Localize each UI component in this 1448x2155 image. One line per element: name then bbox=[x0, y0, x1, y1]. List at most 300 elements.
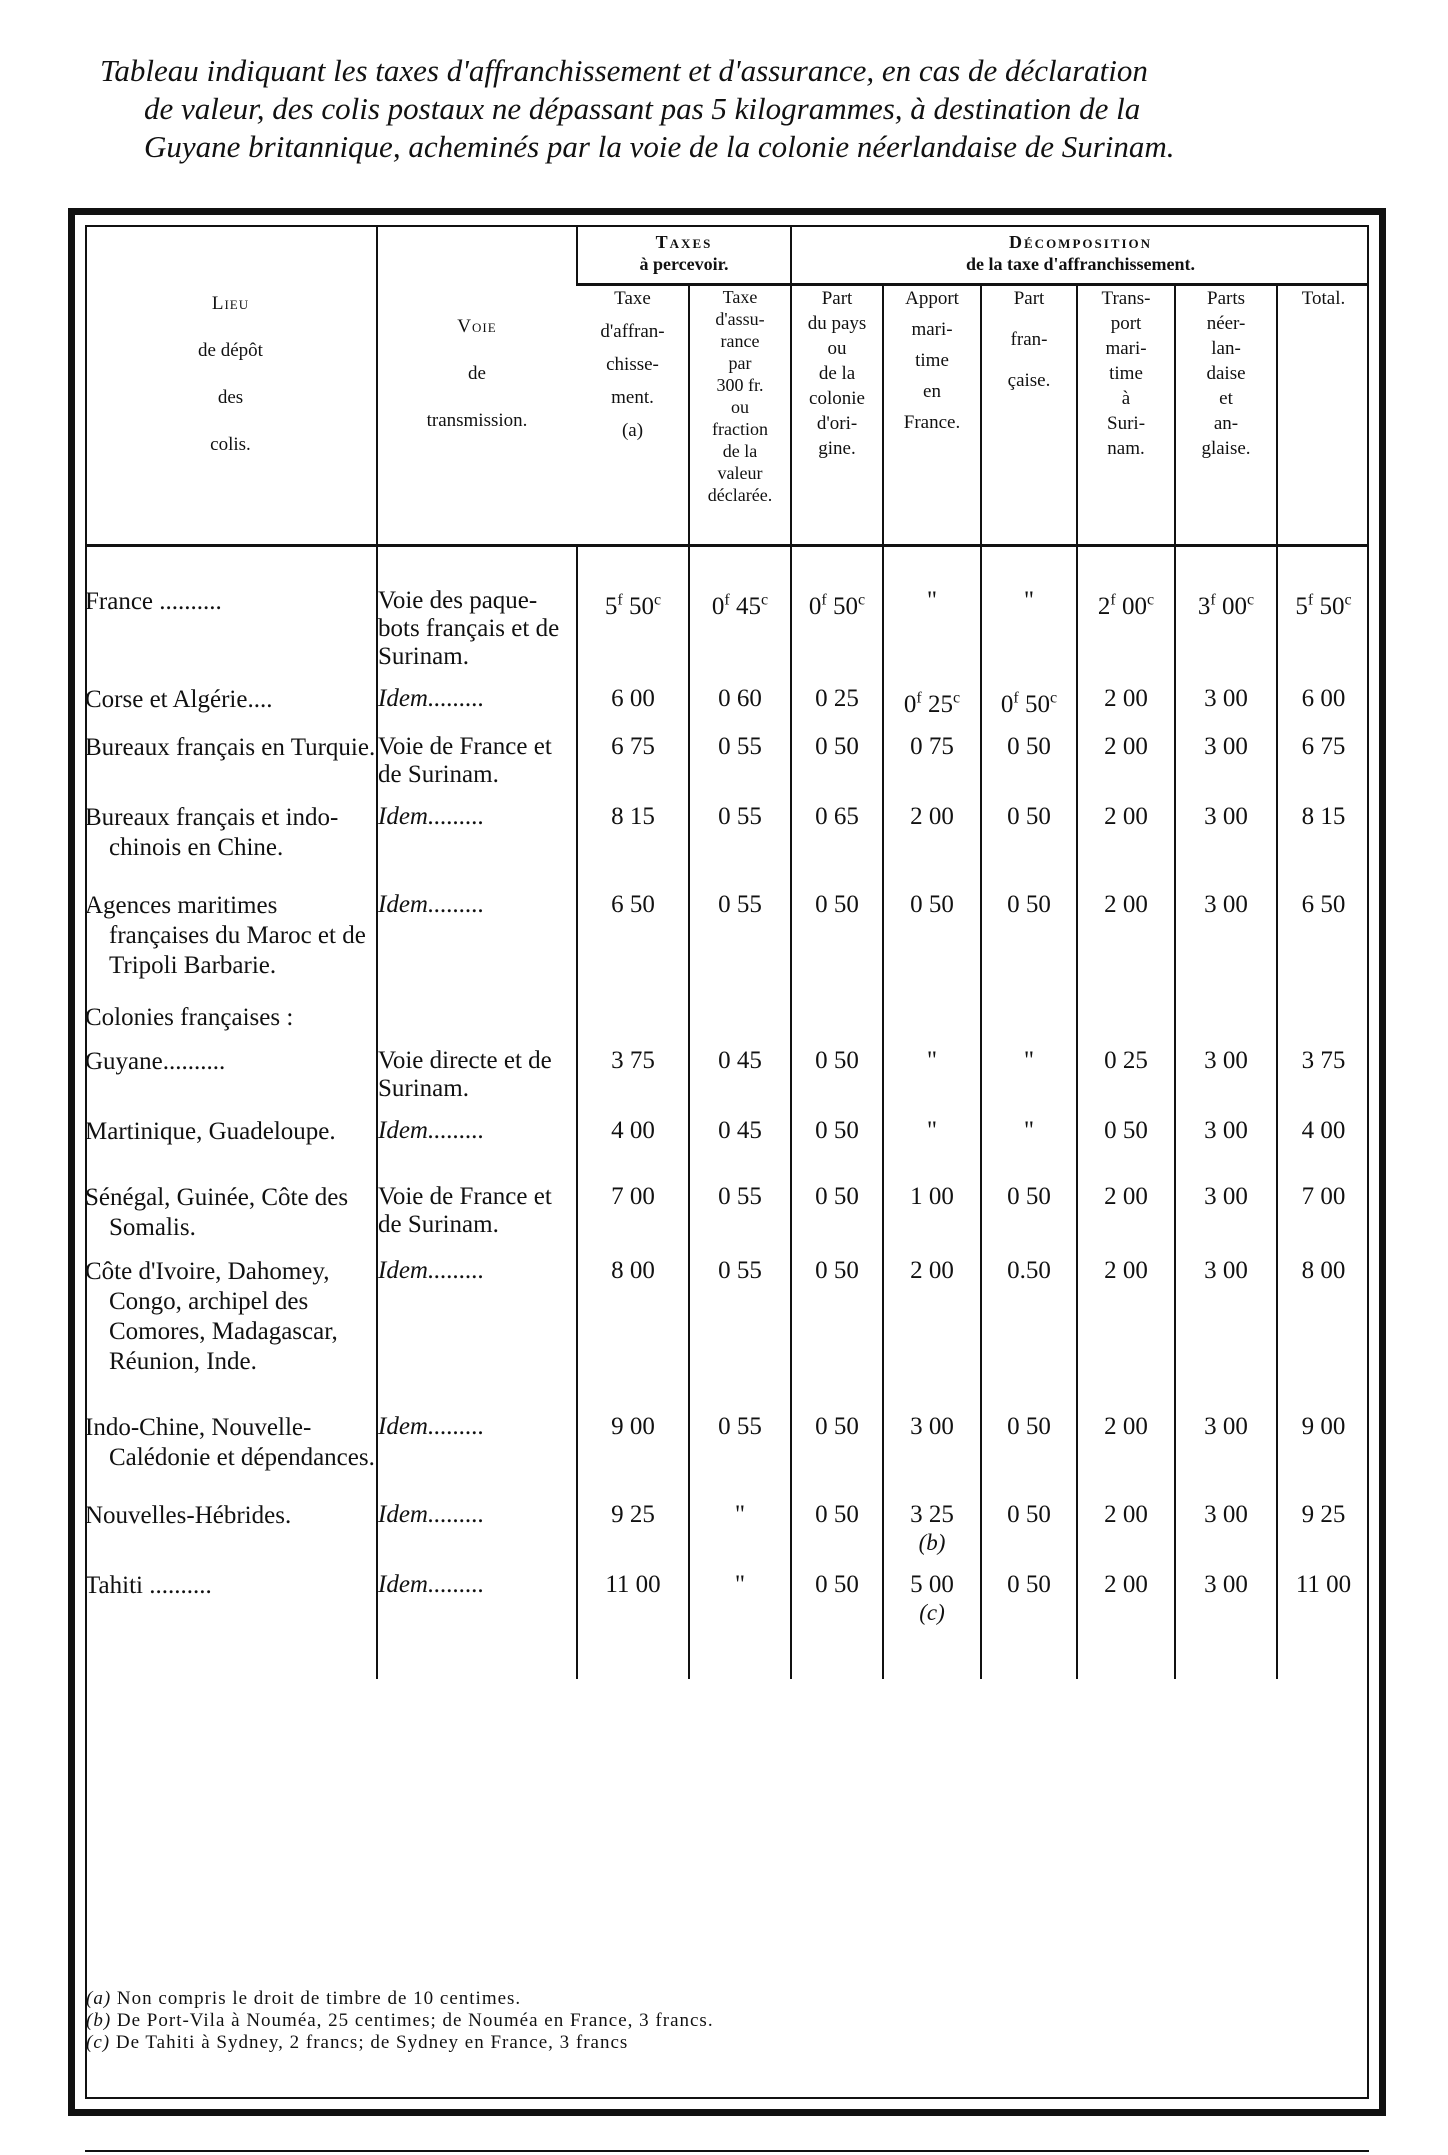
cell-apport bbox=[883, 1103, 981, 1169]
cell-ass bbox=[689, 1243, 791, 1399]
cell-apport bbox=[883, 989, 981, 1033]
cell-total bbox=[1277, 789, 1369, 877]
cell-pays bbox=[791, 789, 883, 877]
cell-fr bbox=[981, 789, 1077, 877]
cell-aff bbox=[577, 1033, 689, 1103]
value-trans: 2 00 bbox=[1104, 1413, 1148, 1441]
cell-lieu bbox=[85, 1557, 377, 1649]
cell-ass bbox=[689, 546, 791, 672]
value-aff: 8 15 bbox=[611, 803, 655, 831]
filler-cell bbox=[689, 1649, 791, 1679]
cell-trans bbox=[1077, 1033, 1175, 1103]
value-fr: " bbox=[1023, 587, 1035, 614]
header-parts_na-line: Parts bbox=[1207, 288, 1246, 309]
footnote-item bbox=[86, 1988, 714, 2010]
header-voie bbox=[377, 225, 577, 546]
header-taxe_aff-line: Taxe bbox=[614, 288, 651, 309]
cell-pays bbox=[791, 1033, 883, 1103]
cell-lieu bbox=[85, 1399, 377, 1487]
cell-pays bbox=[791, 719, 883, 789]
header-part_pays-line: ou bbox=[827, 338, 847, 359]
value-trans: 2 00 bbox=[1104, 1571, 1148, 1599]
value-total: 8 15 bbox=[1301, 803, 1346, 831]
value-trans: 2$^f$ 00$^c$ bbox=[1097, 592, 1155, 621]
header-apport-line: en bbox=[923, 381, 941, 402]
lieu-text: Indo-Chine, Nouvelle-Calédonie et dépendances. bbox=[85, 1414, 375, 1472]
title-line-3: Guyane britannique, acheminés par la voie de la colonie néerlandaise de Surinam. bbox=[144, 129, 1175, 164]
cell-fr bbox=[981, 877, 1077, 989]
value-pays: 0 50 bbox=[815, 1257, 859, 1285]
lieu-text: Nouvelles-Hébrides. bbox=[85, 1502, 292, 1530]
cell-fr bbox=[981, 1169, 1077, 1243]
cell-voie: Voie directe et de Surinam. bbox=[377, 1033, 577, 1103]
header-taxe_ass-line: fraction bbox=[712, 419, 768, 439]
filler-cell bbox=[1077, 1649, 1175, 1679]
value-fr: 0.50 bbox=[1007, 1257, 1051, 1285]
header-apport-line: France. bbox=[903, 412, 961, 433]
header-lieu-line: Lieu bbox=[211, 292, 250, 314]
value-fr: 0 50 bbox=[1007, 1571, 1051, 1599]
header-parts_na-line: et bbox=[1219, 388, 1233, 409]
value-pays: 0 50 bbox=[815, 1501, 859, 1529]
footnote-text: Non compris le droit de timbre de 10 centimes. bbox=[111, 1988, 522, 2009]
table-row bbox=[85, 789, 1369, 877]
filler-cell bbox=[981, 1649, 1077, 1679]
cell-lieu bbox=[85, 1103, 377, 1169]
value-total: 5$^f$ 50$^c$ bbox=[1295, 592, 1352, 621]
value-total: 9 25 bbox=[1301, 1501, 1346, 1529]
header-voie-line: transmission. bbox=[426, 410, 528, 431]
value-na: 3 00 bbox=[1204, 1117, 1248, 1145]
cell-pays bbox=[791, 1557, 883, 1649]
value-ass: 0 55 bbox=[718, 1413, 762, 1441]
cell-total bbox=[1277, 719, 1369, 789]
cell-apport bbox=[883, 1399, 981, 1487]
header-taxe_aff-line: ment. bbox=[611, 387, 654, 408]
value-ass: 0 45 bbox=[718, 1047, 762, 1075]
value-aff: 9 00 bbox=[611, 1413, 655, 1441]
filler-cell bbox=[1277, 1649, 1369, 1679]
cell-apport bbox=[883, 1243, 981, 1399]
lieu-text: Sénégal, Guinée, Côte des Somalis. bbox=[85, 1184, 349, 1242]
lieu-text: Bureaux français et indo-chinois en Chine. bbox=[85, 804, 339, 862]
cell-trans bbox=[1077, 1399, 1175, 1487]
header-taxe_ass-line: ou bbox=[731, 397, 749, 417]
value-total: 6 00 bbox=[1301, 685, 1346, 712]
cell-voie: Voie de France et de Surinam. bbox=[377, 719, 577, 789]
lieu-text: Guyane.......... bbox=[85, 1048, 226, 1076]
cell-na bbox=[1175, 877, 1277, 989]
cell-apport bbox=[883, 719, 981, 789]
cell-na bbox=[1175, 1487, 1277, 1557]
cell-apport bbox=[883, 877, 981, 989]
lieu-text: Côte d'Ivoire, Dahomey, Congo, archipel des Comores, Madagascar, Réunion, Inde. bbox=[85, 1258, 338, 1376]
header-taxe_ass-line: Taxe bbox=[722, 287, 758, 307]
table-row bbox=[85, 1103, 1369, 1169]
cell-na bbox=[1175, 1557, 1277, 1649]
table-row bbox=[85, 1399, 1369, 1487]
value-fr: 0 50 bbox=[1007, 1501, 1051, 1529]
header-part_pays-line: du pays bbox=[807, 313, 867, 334]
value-na: 3 00 bbox=[1204, 1047, 1248, 1075]
value-pays: 0 50 bbox=[815, 891, 859, 919]
header-taxe_ass-line: 300 fr. bbox=[716, 375, 764, 395]
lieu-text: France .......... bbox=[85, 588, 222, 615]
header-taxe_ass-line: d'assu- bbox=[715, 309, 765, 329]
cell-na bbox=[1175, 671, 1277, 719]
footnote-item bbox=[86, 2010, 714, 2032]
header-taxes_group-line: Taxes bbox=[655, 232, 713, 252]
cell-voie: Idem......... bbox=[377, 671, 577, 719]
cell-trans bbox=[1077, 789, 1175, 877]
cell-total bbox=[1277, 1557, 1369, 1649]
value-apport: 0 75 bbox=[910, 733, 954, 761]
value-fr: " bbox=[1023, 1047, 1035, 1075]
cell-aff bbox=[577, 671, 689, 719]
value-ass: 0 55 bbox=[718, 733, 762, 761]
filler-cell bbox=[85, 1649, 377, 1679]
value-na: 3 00 bbox=[1204, 803, 1248, 831]
cell-trans bbox=[1077, 1557, 1175, 1649]
value-na: 3 00 bbox=[1204, 1413, 1248, 1441]
header-decomp_group-line: de la taxe d'affranchissement. bbox=[966, 254, 1196, 274]
cell-lieu bbox=[85, 877, 377, 989]
value-apport: " bbox=[926, 587, 938, 614]
cell-pays bbox=[791, 1487, 883, 1557]
value-total: 8 00 bbox=[1301, 1257, 1346, 1285]
table-title bbox=[100, 52, 1380, 166]
value-pays: 0 25 bbox=[815, 685, 859, 712]
cell-apport bbox=[883, 1169, 981, 1243]
lieu-text: Bureaux français en Turquie. bbox=[85, 734, 376, 762]
value-trans: 2 00 bbox=[1104, 1183, 1148, 1211]
table-row bbox=[85, 671, 1369, 719]
cell-voie: Idem......... bbox=[377, 1399, 577, 1487]
cell-aff bbox=[577, 1103, 689, 1169]
cell-aff bbox=[577, 989, 689, 1033]
cell-apport bbox=[883, 1557, 981, 1649]
header-lieu-line: de dépôt bbox=[198, 339, 263, 361]
value-na: 3 00 bbox=[1204, 891, 1248, 919]
cell-lieu bbox=[85, 671, 377, 719]
value-aff: 6 00 bbox=[611, 685, 655, 712]
value-total: 6 50 bbox=[1301, 891, 1346, 919]
header-transport-line: Suri- bbox=[1107, 413, 1146, 434]
value-na: 3 00 bbox=[1204, 1183, 1248, 1211]
cell-ass bbox=[689, 1557, 791, 1649]
cell-fr bbox=[981, 989, 1077, 1033]
header-taxe_ass-line: par bbox=[728, 353, 752, 373]
value-pays: 0$^f$ 50$^c$ bbox=[808, 592, 866, 621]
header-part_pays-line: gine. bbox=[818, 438, 856, 459]
value-total: 7 00 bbox=[1301, 1183, 1346, 1211]
value-total: 3 75 bbox=[1301, 1047, 1346, 1075]
value-na: 3 00 bbox=[1204, 733, 1248, 761]
value-apport: 0$^f$ 25$^c$ bbox=[903, 690, 961, 719]
cell-trans bbox=[1077, 671, 1175, 719]
table-row bbox=[85, 1557, 1369, 1649]
value-apport: 3 25 bbox=[910, 1501, 954, 1529]
value-ass: 0 45 bbox=[718, 1117, 762, 1145]
value-fr: 0 50 bbox=[1007, 1413, 1051, 1441]
header-taxe_ass-line: déclarée. bbox=[707, 485, 773, 505]
value-trans: 2 00 bbox=[1104, 685, 1148, 712]
table-row bbox=[85, 1033, 1369, 1103]
header-part_fr-line: Part bbox=[1013, 288, 1045, 309]
value-apport: 0 50 bbox=[910, 891, 954, 919]
cell-trans bbox=[1077, 877, 1175, 989]
value-ass: 0$^f$ 45$^c$ bbox=[711, 592, 769, 621]
header-transport-line: port bbox=[1110, 313, 1142, 334]
filler-row bbox=[85, 1649, 1369, 1679]
value-pays: 0 50 bbox=[815, 733, 859, 761]
filler-cell bbox=[1175, 1649, 1277, 1679]
cell-aff bbox=[577, 1169, 689, 1243]
value-pays: 0 65 bbox=[815, 803, 859, 831]
cell-voie: Voie de France et de Surinam. bbox=[377, 1169, 577, 1243]
header-taxe_aff-line: d'affran- bbox=[600, 321, 665, 342]
cell-lieu bbox=[85, 789, 377, 877]
cell-na bbox=[1175, 546, 1277, 672]
cell-fr bbox=[981, 1399, 1077, 1487]
header-taxes-group bbox=[577, 225, 791, 285]
value-fr: 0$^f$ 50$^c$ bbox=[1000, 690, 1058, 719]
cell-ass bbox=[689, 719, 791, 789]
cell-aff bbox=[577, 1243, 689, 1399]
value-apport: 2 00 bbox=[910, 803, 954, 831]
filler-cell bbox=[791, 1649, 883, 1679]
cell-na bbox=[1175, 1243, 1277, 1399]
value-ass: 0 55 bbox=[718, 891, 762, 919]
cell-pays bbox=[791, 1399, 883, 1487]
value-pays: 0 50 bbox=[815, 1571, 859, 1599]
cell-pays bbox=[791, 1103, 883, 1169]
header-parts-neerlandaise-anglaise bbox=[1175, 285, 1277, 546]
header-taxe_ass-line: rance bbox=[720, 331, 760, 351]
cell-trans bbox=[1077, 989, 1175, 1033]
value-aff: 11 00 bbox=[605, 1571, 661, 1599]
header-part_fr-line: çaise. bbox=[1007, 370, 1051, 391]
lieu-text: Martinique, Guadeloupe. bbox=[85, 1118, 336, 1146]
table-row bbox=[85, 1243, 1369, 1399]
cell-aff bbox=[577, 1399, 689, 1487]
header-voie-line: de bbox=[468, 363, 486, 384]
cell-na bbox=[1175, 789, 1277, 877]
cell-pays bbox=[791, 1169, 883, 1243]
cell-trans bbox=[1077, 1169, 1175, 1243]
filler-cell bbox=[883, 1649, 981, 1679]
cell-fr bbox=[981, 1243, 1077, 1399]
section-row bbox=[85, 989, 1369, 1033]
filler-cell bbox=[577, 1649, 689, 1679]
header-transport-line: nam. bbox=[1107, 438, 1145, 459]
cell-aff bbox=[577, 546, 689, 672]
footnote-divider bbox=[85, 2150, 1369, 2152]
value-ass: 0 55 bbox=[718, 1257, 762, 1285]
value-aff: 4 00 bbox=[611, 1117, 655, 1145]
table-frame bbox=[68, 208, 1386, 2116]
cell-trans bbox=[1077, 1103, 1175, 1169]
cell-voie: Idem......... bbox=[377, 877, 577, 989]
cell-na bbox=[1175, 1399, 1277, 1487]
header-transport-line: à bbox=[1121, 388, 1131, 409]
cell-na bbox=[1175, 1169, 1277, 1243]
cell-fr bbox=[981, 671, 1077, 719]
header-part_pays-line: de la bbox=[818, 363, 856, 384]
value-apport: 5 00 bbox=[910, 1571, 954, 1599]
value-ass: 0 55 bbox=[718, 1183, 762, 1211]
value-trans: 2 00 bbox=[1104, 891, 1148, 919]
header-lieu-line: des bbox=[217, 386, 244, 408]
cell-total bbox=[1277, 1243, 1369, 1399]
cell-pays bbox=[791, 877, 883, 989]
header-total-line: Total. bbox=[1301, 288, 1346, 309]
value-na: 3 00 bbox=[1204, 1257, 1248, 1285]
value-trans: 0 50 bbox=[1104, 1117, 1148, 1145]
title-line-1: Tableau indiquant les taxes d'affranchissement et d'assurance, en cas de déclaration bbox=[100, 53, 1148, 88]
cell-lieu bbox=[85, 719, 377, 789]
header-part-francaise bbox=[981, 285, 1077, 546]
cell-total bbox=[1277, 989, 1369, 1033]
value-trans: 0 25 bbox=[1104, 1047, 1148, 1075]
value-fr: 0 50 bbox=[1007, 803, 1051, 831]
header-lieu bbox=[85, 225, 377, 546]
value-fr: 0 50 bbox=[1007, 891, 1051, 919]
cell-total bbox=[1277, 1169, 1369, 1243]
header-transport-line: Trans- bbox=[1101, 288, 1151, 309]
cell-aff bbox=[577, 719, 689, 789]
header-parts_na-line: néer- bbox=[1206, 313, 1246, 334]
header-voie-line: Voie bbox=[457, 316, 497, 337]
cell-voie: Idem......... bbox=[377, 1103, 577, 1169]
value-ass: " bbox=[734, 1501, 746, 1529]
header-part-pays bbox=[791, 285, 883, 546]
cell-voie: Idem......... bbox=[377, 789, 577, 877]
cell-fr bbox=[981, 1103, 1077, 1169]
value-total: 9 00 bbox=[1301, 1413, 1346, 1441]
lieu-text: Corse et Algérie.... bbox=[85, 686, 273, 713]
header-taxes_group-line: à percevoir. bbox=[639, 254, 729, 274]
lieu-text: Tahiti .......... bbox=[85, 1572, 212, 1600]
header-apport-line: time bbox=[915, 350, 949, 371]
cell-apport bbox=[883, 546, 981, 672]
table-row bbox=[85, 1487, 1369, 1557]
table-row bbox=[85, 1169, 1369, 1243]
cell-trans bbox=[1077, 1243, 1175, 1399]
footnote-ref: (b) bbox=[918, 1530, 946, 1556]
value-trans: 2 00 bbox=[1104, 733, 1148, 761]
footnote-key: (a) bbox=[86, 1988, 112, 2009]
cell-lieu bbox=[85, 989, 377, 1033]
header-taxe-assurance bbox=[689, 285, 791, 546]
value-aff: 6 50 bbox=[611, 891, 655, 919]
value-aff: 7 00 bbox=[611, 1183, 655, 1211]
header-transport-line: time bbox=[1109, 363, 1143, 384]
cell-lieu bbox=[85, 546, 377, 672]
section-label: Colonies françaises : bbox=[85, 1004, 294, 1032]
cell-ass bbox=[689, 1103, 791, 1169]
value-ass: 0 60 bbox=[718, 685, 762, 712]
cell-aff bbox=[577, 877, 689, 989]
header-part_pays-line: d'ori- bbox=[816, 413, 858, 434]
value-pays: 0 50 bbox=[815, 1047, 859, 1075]
tariff-table bbox=[85, 225, 1369, 1679]
value-aff: 9 25 bbox=[611, 1501, 655, 1529]
value-na: 3$^f$ 00$^c$ bbox=[1197, 592, 1255, 621]
cell-apport bbox=[883, 1033, 981, 1103]
header-decomp_group-line: Décomposition bbox=[1009, 232, 1153, 252]
cell-total bbox=[1277, 1487, 1369, 1557]
cell-pays bbox=[791, 989, 883, 1033]
cell-voie: Idem......... bbox=[377, 1243, 577, 1399]
cell-apport bbox=[883, 671, 981, 719]
cell-trans bbox=[1077, 719, 1175, 789]
header-parts_na-line: an- bbox=[1213, 413, 1239, 434]
header-apport-line: mari- bbox=[911, 319, 953, 340]
value-apport: " bbox=[926, 1047, 938, 1075]
cell-na bbox=[1175, 1033, 1277, 1103]
cell-voie: Idem......... bbox=[377, 1487, 577, 1557]
value-fr: 0 50 bbox=[1007, 733, 1051, 761]
value-total: 11 00 bbox=[1295, 1571, 1352, 1599]
cell-fr bbox=[981, 1033, 1077, 1103]
cell-voie: Idem......... bbox=[377, 1557, 577, 1649]
cell-trans bbox=[1077, 546, 1175, 672]
header-transport-line: mari- bbox=[1105, 338, 1147, 359]
footnote-text: De Tahiti à Sydney, 2 francs; de Sydney en France, 3 francs bbox=[110, 2032, 629, 2053]
value-trans: 2 00 bbox=[1104, 1257, 1148, 1285]
value-fr: " bbox=[1023, 1117, 1035, 1145]
cell-ass bbox=[689, 671, 791, 719]
value-apport: 2 00 bbox=[910, 1257, 954, 1285]
cell-apport bbox=[883, 789, 981, 877]
cell-voie: Voie des paque-bots français et de Surinam. bbox=[377, 546, 577, 672]
cell-pays bbox=[791, 546, 883, 672]
cell-lieu bbox=[85, 1243, 377, 1399]
value-na: 3 00 bbox=[1204, 685, 1248, 712]
value-apport: 3 00 bbox=[910, 1413, 954, 1441]
header-parts_na-line: lan- bbox=[1211, 338, 1241, 359]
header-apport-line: Apport bbox=[905, 288, 959, 309]
header-decomposition-group bbox=[791, 225, 1369, 285]
cell-aff bbox=[577, 789, 689, 877]
cell-ass bbox=[689, 1399, 791, 1487]
cell-lieu bbox=[85, 1487, 377, 1557]
footnote-ref: (c) bbox=[919, 1600, 945, 1626]
footnote-item bbox=[86, 2032, 714, 2054]
cell-ass bbox=[689, 877, 791, 989]
value-total: 6 75 bbox=[1301, 733, 1346, 761]
cell-aff bbox=[577, 1557, 689, 1649]
cell-aff bbox=[577, 1487, 689, 1557]
cell-total bbox=[1277, 1033, 1369, 1103]
cell-total bbox=[1277, 546, 1369, 672]
footnotes bbox=[86, 1988, 714, 2054]
lieu-text: Agences maritimes françaises du Maroc et de Tripoli Barbarie. bbox=[85, 892, 366, 980]
value-pays: 0 50 bbox=[815, 1413, 859, 1441]
cell-na bbox=[1175, 719, 1277, 789]
cell-pays bbox=[791, 671, 883, 719]
cell-fr bbox=[981, 546, 1077, 672]
header-taxe_ass-line: valeur bbox=[717, 463, 763, 483]
cell-total bbox=[1277, 877, 1369, 989]
value-apport: " bbox=[926, 1117, 938, 1145]
value-trans: 2 00 bbox=[1104, 1501, 1148, 1529]
cell-apport bbox=[883, 1487, 981, 1557]
header-taxe_aff-line: chisse- bbox=[606, 354, 659, 375]
value-na: 3 00 bbox=[1204, 1501, 1248, 1529]
table-row bbox=[85, 546, 1369, 672]
